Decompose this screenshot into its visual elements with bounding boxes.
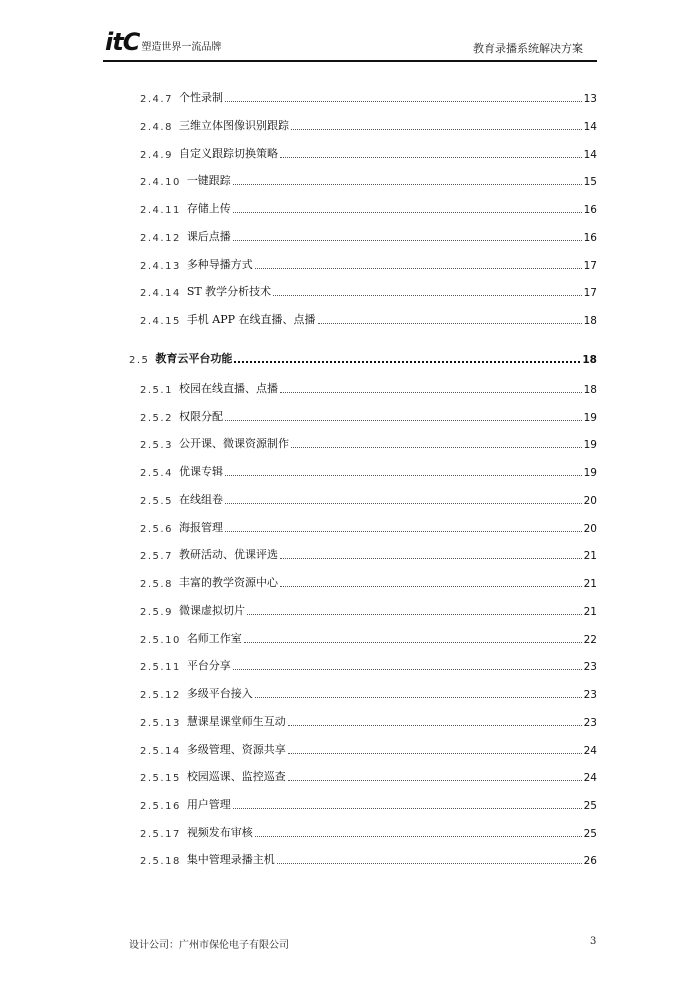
toc-title: 存储上传 bbox=[186, 202, 231, 215]
toc-entry-row[interactable] bbox=[140, 172, 597, 188]
toc-dot-leader bbox=[233, 669, 582, 670]
toc-dot-leader bbox=[225, 503, 582, 504]
toc-entry-row[interactable] bbox=[140, 408, 597, 424]
toc-title: 手机 APP 在线直播、点播 bbox=[186, 313, 316, 326]
toc-page-number: 19 bbox=[583, 412, 597, 424]
toc-dot-leader bbox=[273, 295, 581, 296]
toc-number: 2.5.12 bbox=[140, 690, 181, 701]
toc-page-number: 25 bbox=[583, 800, 597, 812]
toc-number: 2.5.17 bbox=[140, 829, 181, 840]
toc-page-number: 23 bbox=[583, 689, 597, 701]
toc-dot-leader bbox=[280, 586, 582, 587]
toc-title: 教育云平台功能 bbox=[155, 352, 233, 365]
toc-entry-row[interactable] bbox=[140, 574, 597, 590]
toc-number: 2.4.10 bbox=[140, 177, 181, 188]
toc-number: 2.5.1 bbox=[140, 385, 173, 396]
toc-page-number: 24 bbox=[583, 745, 597, 757]
toc-title: 多种导播方式 bbox=[186, 258, 253, 271]
toc-section-row[interactable] bbox=[129, 350, 597, 366]
toc-page-number: 23 bbox=[583, 717, 597, 729]
toc-page-number: 22 bbox=[583, 634, 597, 646]
toc-dot-leader bbox=[233, 184, 582, 185]
toc-dot-leader bbox=[280, 157, 582, 158]
toc-title: 名师工作室 bbox=[186, 632, 242, 645]
toc-number: 2.4.7 bbox=[140, 94, 173, 105]
toc-page-number: 17 bbox=[583, 260, 597, 272]
toc-number: 2.5.13 bbox=[140, 718, 181, 729]
toc-dot-leader bbox=[291, 447, 582, 448]
toc-title: 集中管理录播主机 bbox=[186, 853, 275, 866]
toc-dot-leader bbox=[234, 361, 580, 363]
toc-number: 2.4.8 bbox=[140, 122, 173, 133]
toc-title: 三维立体图像识别跟踪 bbox=[178, 119, 289, 132]
toc-title: 视频发布审核 bbox=[186, 826, 253, 839]
toc-page-number: 18 bbox=[583, 384, 597, 396]
toc-number: 2.4.12 bbox=[140, 233, 181, 244]
toc-entry-row[interactable] bbox=[140, 311, 597, 327]
toc-dot-leader bbox=[225, 101, 582, 102]
toc-page-number: 14 bbox=[583, 149, 597, 161]
toc-number: 2.4.15 bbox=[140, 316, 181, 327]
toc-page-number: 19 bbox=[583, 467, 597, 479]
toc-title: 优课专辑 bbox=[178, 465, 223, 478]
toc-title: 自定义跟踪切换策略 bbox=[178, 147, 278, 160]
toc-title: 一键跟踪 bbox=[186, 174, 231, 187]
toc-page-number: 14 bbox=[583, 121, 597, 133]
toc-title: 教研活动、优课评选 bbox=[178, 548, 278, 561]
toc-page-number: 13 bbox=[583, 93, 597, 105]
toc-dot-leader bbox=[244, 642, 582, 643]
toc-number: 2.4.13 bbox=[140, 261, 181, 272]
toc-page-number: 17 bbox=[583, 287, 597, 299]
toc-title: 慧课星课堂师生互动 bbox=[186, 715, 286, 728]
toc-number: 2.5.9 bbox=[140, 607, 173, 618]
toc-number: 2.4.11 bbox=[140, 205, 181, 216]
itc-logo bbox=[105, 30, 221, 54]
toc-title: 权限分配 bbox=[178, 410, 223, 423]
toc-title: 平台分享 bbox=[186, 659, 231, 672]
toc-number: 2.5.11 bbox=[140, 662, 181, 673]
toc-entry-row[interactable] bbox=[140, 380, 597, 396]
toc-title: 个性录制 bbox=[178, 91, 223, 104]
toc-dot-leader bbox=[225, 420, 582, 421]
toc-page-number: 18 bbox=[582, 354, 597, 366]
toc-entry-row[interactable] bbox=[140, 741, 597, 757]
toc-dot-leader bbox=[291, 129, 582, 130]
toc-entry-row[interactable] bbox=[140, 685, 597, 701]
toc-entry-row[interactable] bbox=[140, 117, 597, 133]
toc-entry-row[interactable] bbox=[140, 463, 597, 479]
toc-entry-row[interactable] bbox=[140, 519, 597, 535]
toc-page-number: 21 bbox=[583, 550, 597, 562]
toc-title: 微课虚拟切片 bbox=[178, 604, 245, 617]
toc-title: 用户管理 bbox=[186, 798, 231, 811]
toc-dot-leader bbox=[288, 753, 582, 754]
toc-entry-row[interactable] bbox=[140, 630, 597, 646]
toc-page-number: 18 bbox=[583, 315, 597, 327]
toc-page-number: 21 bbox=[583, 606, 597, 618]
toc-page-number: 26 bbox=[583, 855, 597, 867]
footer-page-number: 3 bbox=[590, 936, 597, 947]
toc-number: 2.5.4 bbox=[140, 468, 173, 479]
toc-dot-leader bbox=[247, 614, 582, 615]
toc-page-number: 19 bbox=[583, 439, 597, 451]
toc-title: 海报管理 bbox=[178, 521, 223, 534]
toc-number: 2.4.14 bbox=[140, 288, 181, 299]
toc-entry-row[interactable] bbox=[140, 824, 597, 840]
toc-entry-row[interactable] bbox=[140, 546, 597, 562]
toc-title: 校园在线直播、点播 bbox=[178, 382, 278, 395]
toc-number: 2.5 bbox=[129, 355, 150, 366]
toc-title: 多级管理、资源共享 bbox=[186, 743, 286, 756]
toc-entry-row[interactable] bbox=[140, 491, 597, 507]
toc-dot-leader bbox=[233, 240, 582, 241]
toc-number: 2.5.18 bbox=[140, 856, 181, 867]
toc-title: 在线组卷 bbox=[178, 493, 223, 506]
toc-entry-row[interactable] bbox=[140, 228, 597, 244]
toc-dot-leader bbox=[233, 212, 582, 213]
toc-entry-row[interactable] bbox=[140, 851, 597, 867]
toc-page-number: 16 bbox=[583, 232, 597, 244]
toc-number: 2.5.2 bbox=[140, 413, 173, 424]
header-rule bbox=[103, 60, 597, 62]
toc-page-number: 16 bbox=[583, 204, 597, 216]
toc-title: ST 教学分析技术 bbox=[186, 285, 272, 298]
toc-number: 2.5.10 bbox=[140, 635, 181, 646]
logo-letters-tc: tC bbox=[112, 28, 140, 56]
toc-dot-leader bbox=[280, 558, 582, 559]
toc-number: 2.5.8 bbox=[140, 579, 173, 590]
toc-dot-leader bbox=[225, 475, 582, 476]
toc-title: 多级平台接入 bbox=[186, 687, 253, 700]
toc-title: 校园巡课、监控巡查 bbox=[186, 770, 286, 783]
toc-page-number: 24 bbox=[583, 772, 597, 784]
toc-entry-row[interactable] bbox=[140, 713, 597, 729]
toc-number: 2.5.3 bbox=[140, 440, 173, 451]
toc-entry-row[interactable] bbox=[140, 89, 597, 105]
toc-number: 2.5.14 bbox=[140, 746, 181, 757]
toc-entry-row[interactable] bbox=[140, 602, 597, 618]
toc-entry-row[interactable] bbox=[140, 435, 597, 451]
toc-entry-row[interactable] bbox=[140, 283, 597, 299]
toc-entry-row[interactable] bbox=[140, 200, 597, 216]
toc-number: 2.5.16 bbox=[140, 801, 181, 812]
toc-number: 2.5.7 bbox=[140, 551, 173, 562]
toc-dot-leader bbox=[255, 836, 582, 837]
toc-dot-leader bbox=[280, 392, 582, 393]
page-header bbox=[0, 0, 700, 70]
toc-page-number: 23 bbox=[583, 661, 597, 673]
toc-number: 2.5.15 bbox=[140, 773, 181, 784]
toc-number: 2.5.6 bbox=[140, 524, 173, 535]
document-title: 教育录播系统解决方案 bbox=[473, 42, 583, 55]
toc-title: 公开课、微课资源制作 bbox=[178, 437, 289, 450]
toc-number: 2.5.5 bbox=[140, 496, 173, 507]
toc-page-number: 20 bbox=[583, 523, 597, 535]
toc-number: 2.4.9 bbox=[140, 150, 173, 161]
footer-company: 设计公司：广州市保伦电子有限公司 bbox=[129, 940, 289, 951]
toc-dot-leader bbox=[277, 863, 582, 864]
toc-dot-leader bbox=[288, 725, 582, 726]
toc-dot-leader bbox=[318, 323, 582, 324]
toc-entry-row[interactable] bbox=[140, 256, 597, 272]
logo-mark bbox=[105, 30, 139, 54]
toc-title: 丰富的教学资源中心 bbox=[178, 576, 278, 589]
toc-page-number: 21 bbox=[583, 578, 597, 590]
logo-slogan: 塑造世界一流品牌 bbox=[141, 42, 222, 53]
toc-dot-leader bbox=[225, 531, 582, 532]
toc-dot-leader bbox=[233, 808, 582, 809]
toc-page-number: 25 bbox=[583, 828, 597, 840]
toc-page-number: 20 bbox=[583, 495, 597, 507]
toc-dot-leader bbox=[288, 780, 582, 781]
toc-dot-leader bbox=[255, 697, 582, 698]
toc-entry-row[interactable] bbox=[140, 145, 597, 161]
toc-entry-row[interactable] bbox=[140, 796, 597, 812]
logo-letter-i: i bbox=[105, 28, 113, 56]
toc-entry-row[interactable] bbox=[140, 657, 597, 673]
toc-dot-leader bbox=[255, 268, 582, 269]
toc-entry-row[interactable] bbox=[140, 768, 597, 784]
toc-page-number: 15 bbox=[583, 176, 597, 188]
toc-title: 课后点播 bbox=[186, 230, 231, 243]
